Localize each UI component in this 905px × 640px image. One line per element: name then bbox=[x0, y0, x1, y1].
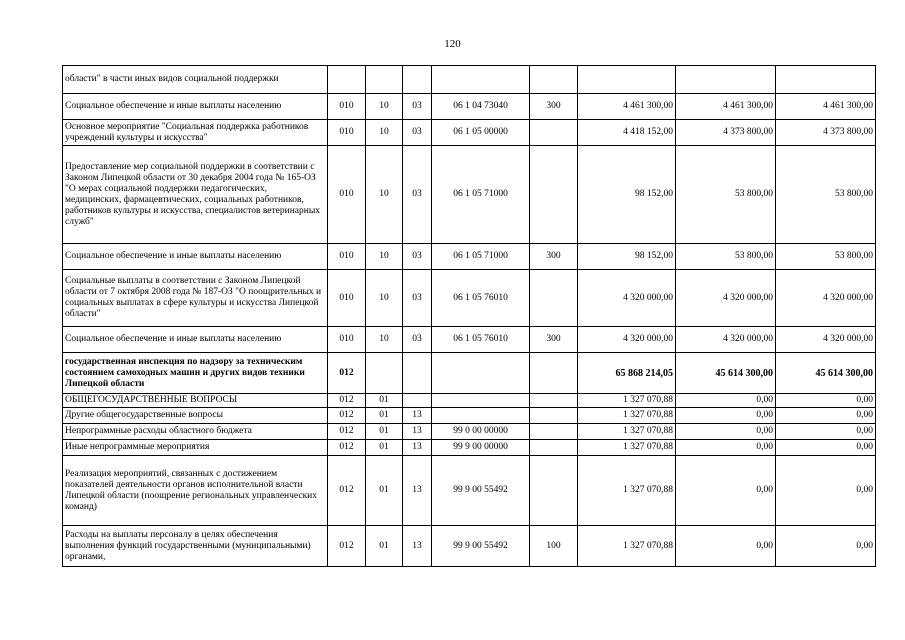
cell-rz: 01 bbox=[366, 408, 403, 424]
cell-pr: 03 bbox=[403, 94, 432, 120]
cell-sum-2022: 0,00 bbox=[676, 424, 776, 440]
cell-vr bbox=[530, 270, 578, 327]
row-name: Социальное обеспечение и иные выплаты населению bbox=[63, 94, 328, 120]
row-name: Основное мероприятие "Социальная поддержка работников учреждений культуры и искусства" bbox=[63, 120, 328, 146]
table-row bbox=[63, 526, 876, 567]
cell-sum-2021: 1 327 070,88 bbox=[578, 394, 676, 408]
row-name: области" в части иных видов социальной поддержки bbox=[63, 66, 328, 94]
row-name: Социальные выплаты в соответствии с Законом Липецкой области от 7 октября 2008 года № 187-ОЗ "О поощрительных и социальных выплатах в сфере культуры и искусства Липецкой области" bbox=[63, 270, 328, 327]
row-name: Предоставление мер социальной поддержки в соответствии с Законом Липецкой области от 30 декабря 2004 года № 165-ОЗ "О мерах социальной поддержки педагогических, медицинских, фармацевтических, социальных работников, работников культуры и искусства, специалистов ветеринарных служб" bbox=[63, 146, 328, 244]
cell-csr bbox=[432, 394, 530, 408]
cell-csr: 06 1 05 00000 bbox=[432, 120, 530, 146]
table-body bbox=[63, 66, 876, 567]
cell-rz bbox=[366, 66, 403, 94]
cell-sum-2021: 4 320 000,00 bbox=[578, 270, 676, 327]
page-number: 120 bbox=[444, 38, 461, 50]
row-name: Непрограммные расходы областного бюджета bbox=[63, 424, 328, 440]
cell-glava: 010 bbox=[328, 327, 366, 353]
table-row bbox=[63, 66, 876, 94]
cell-pr: 03 bbox=[403, 327, 432, 353]
cell-pr bbox=[403, 353, 432, 394]
cell-csr: 06 1 05 76010 bbox=[432, 270, 530, 327]
table-row bbox=[63, 120, 876, 146]
cell-sum-2021: 4 320 000,00 bbox=[578, 327, 676, 353]
cell-sum-2021: 1 327 070,88 bbox=[578, 408, 676, 424]
cell-sum-2022: 0,00 bbox=[676, 456, 776, 526]
cell-pr: 13 bbox=[403, 456, 432, 526]
cell-csr: 99 9 00 00000 bbox=[432, 440, 530, 456]
table-row bbox=[63, 327, 876, 353]
cell-sum-2022: 0,00 bbox=[676, 408, 776, 424]
cell-sum-2022: 0,00 bbox=[676, 394, 776, 408]
row-name: Иные непрограммные мероприятия bbox=[63, 440, 328, 456]
cell-csr: 99 9 00 55492 bbox=[432, 526, 530, 567]
cell-rz bbox=[366, 353, 403, 394]
cell-rz: 01 bbox=[366, 394, 403, 408]
cell-sum-2023: 4 320 000,00 bbox=[776, 270, 876, 327]
cell-glava: 010 bbox=[328, 270, 366, 327]
cell-pr: 03 bbox=[403, 146, 432, 244]
table-row bbox=[63, 456, 876, 526]
table-row bbox=[63, 424, 876, 440]
cell-rz: 10 bbox=[366, 244, 403, 270]
cell-sum-2021: 4 461 300,00 bbox=[578, 94, 676, 120]
cell-sum-2022: 0,00 bbox=[676, 440, 776, 456]
row-name: Расходы на выплаты персоналу в целях обеспечения выполнения функций государственными (муниципальными) органами, bbox=[63, 526, 328, 567]
cell-pr: 03 bbox=[403, 120, 432, 146]
cell-pr bbox=[403, 394, 432, 408]
cell-vr: 300 bbox=[530, 244, 578, 270]
cell-sum-2021: 1 327 070,88 bbox=[578, 526, 676, 567]
cell-csr bbox=[432, 353, 530, 394]
cell-glava: 010 bbox=[328, 94, 366, 120]
cell-glava: 012 bbox=[328, 424, 366, 440]
row-name: государственная инспекция по надзору за техническим состоянием самоходных машин и других видов техники Липецкой области bbox=[63, 353, 328, 394]
cell-sum-2022: 4 320 000,00 bbox=[676, 327, 776, 353]
cell-sum-2023: 0,00 bbox=[776, 424, 876, 440]
cell-vr bbox=[530, 146, 578, 244]
cell-sum-2021: 98 152,00 bbox=[578, 146, 676, 244]
cell-glava: 010 bbox=[328, 120, 366, 146]
cell-sum-2023: 45 614 300,00 bbox=[776, 353, 876, 394]
cell-csr bbox=[432, 408, 530, 424]
cell-csr: 06 1 04 73040 bbox=[432, 94, 530, 120]
cell-csr: 99 9 00 55492 bbox=[432, 456, 530, 526]
cell-sum-2021: 1 327 070,88 bbox=[578, 456, 676, 526]
cell-vr bbox=[530, 440, 578, 456]
cell-vr bbox=[530, 120, 578, 146]
cell-sum-2021: 98 152,00 bbox=[578, 244, 676, 270]
cell-glava: 012 bbox=[328, 456, 366, 526]
cell-sum-2023: 0,00 bbox=[776, 440, 876, 456]
table-row bbox=[63, 394, 876, 408]
cell-vr bbox=[530, 424, 578, 440]
cell-glava: 012 bbox=[328, 408, 366, 424]
table-row bbox=[63, 146, 876, 244]
cell-rz: 10 bbox=[366, 327, 403, 353]
cell-vr: 100 bbox=[530, 526, 578, 567]
cell-sum-2021: 4 418 152,00 bbox=[578, 120, 676, 146]
row-name: Другие общегосударственные вопросы bbox=[63, 408, 328, 424]
cell-rz: 01 bbox=[366, 456, 403, 526]
cell-sum-2023: 4 373 800,00 bbox=[776, 120, 876, 146]
cell-sum-2023: 0,00 bbox=[776, 408, 876, 424]
cell-sum-2023: 53 800,00 bbox=[776, 244, 876, 270]
cell-rz: 01 bbox=[366, 424, 403, 440]
cell-pr bbox=[403, 66, 432, 94]
cell-pr: 13 bbox=[403, 526, 432, 567]
cell-vr bbox=[530, 66, 578, 94]
cell-vr bbox=[530, 353, 578, 394]
cell-rz: 01 bbox=[366, 440, 403, 456]
cell-csr: 06 1 05 76010 bbox=[432, 327, 530, 353]
cell-pr: 13 bbox=[403, 440, 432, 456]
table-row bbox=[63, 408, 876, 424]
cell-csr: 06 1 05 71000 bbox=[432, 244, 530, 270]
cell-sum-2022: 45 614 300,00 bbox=[676, 353, 776, 394]
cell-csr bbox=[432, 66, 530, 94]
table-row bbox=[63, 270, 876, 327]
cell-glava: 012 bbox=[328, 526, 366, 567]
cell-sum-2022: 53 800,00 bbox=[676, 244, 776, 270]
cell-sum-2022: 53 800,00 bbox=[676, 146, 776, 244]
cell-vr bbox=[530, 456, 578, 526]
cell-csr: 99 0 00 00000 bbox=[432, 424, 530, 440]
cell-sum-2022: 0,00 bbox=[676, 526, 776, 567]
cell-glava: 012 bbox=[328, 394, 366, 408]
cell-rz: 01 bbox=[366, 526, 403, 567]
cell-sum-2023: 4 461 300,00 bbox=[776, 94, 876, 120]
cell-vr: 300 bbox=[530, 327, 578, 353]
cell-glava: 010 bbox=[328, 146, 366, 244]
cell-pr: 03 bbox=[403, 270, 432, 327]
cell-vr bbox=[530, 394, 578, 408]
budget-table bbox=[62, 65, 876, 567]
cell-sum-2023 bbox=[776, 66, 876, 94]
cell-rz: 10 bbox=[366, 146, 403, 244]
cell-vr bbox=[530, 408, 578, 424]
cell-csr: 06 1 05 71000 bbox=[432, 146, 530, 244]
cell-sum-2021: 1 327 070,88 bbox=[578, 424, 676, 440]
row-name: Реализация мероприятий, связанных с достижением показателей деятельности органов исполнительной власти Липецкой области (поощрение региональных управленческих команд) bbox=[63, 456, 328, 526]
cell-sum-2021 bbox=[578, 66, 676, 94]
table-row bbox=[63, 440, 876, 456]
cell-glava: 012 bbox=[328, 353, 366, 394]
cell-glava: 012 bbox=[328, 440, 366, 456]
table-row bbox=[63, 94, 876, 120]
row-name: Социальное обеспечение и иные выплаты населению bbox=[63, 327, 328, 353]
row-name: ОБЩЕГОСУДАРСТВЕННЫЕ ВОПРОСЫ bbox=[63, 394, 328, 408]
cell-sum-2022: 4 461 300,00 bbox=[676, 94, 776, 120]
cell-rz: 10 bbox=[366, 270, 403, 327]
table-row bbox=[63, 353, 876, 394]
cell-sum-2023: 53 800,00 bbox=[776, 146, 876, 244]
row-name: Социальное обеспечение и иные выплаты населению bbox=[63, 244, 328, 270]
cell-sum-2022 bbox=[676, 66, 776, 94]
table-row bbox=[63, 244, 876, 270]
cell-sum-2023: 0,00 bbox=[776, 394, 876, 408]
cell-glava: 010 bbox=[328, 244, 366, 270]
cell-sum-2023: 0,00 bbox=[776, 456, 876, 526]
cell-pr: 03 bbox=[403, 244, 432, 270]
cell-sum-2021: 65 868 214,05 bbox=[578, 353, 676, 394]
cell-glava bbox=[328, 66, 366, 94]
cell-rz: 10 bbox=[366, 94, 403, 120]
cell-sum-2023: 0,00 bbox=[776, 526, 876, 567]
cell-sum-2022: 4 373 800,00 bbox=[676, 120, 776, 146]
cell-pr: 13 bbox=[403, 408, 432, 424]
cell-rz: 10 bbox=[366, 120, 403, 146]
cell-sum-2023: 4 320 000,00 bbox=[776, 327, 876, 353]
cell-sum-2022: 4 320 000,00 bbox=[676, 270, 776, 327]
cell-pr: 13 bbox=[403, 424, 432, 440]
cell-vr: 300 bbox=[530, 94, 578, 120]
cell-sum-2021: 1 327 070,88 bbox=[578, 440, 676, 456]
